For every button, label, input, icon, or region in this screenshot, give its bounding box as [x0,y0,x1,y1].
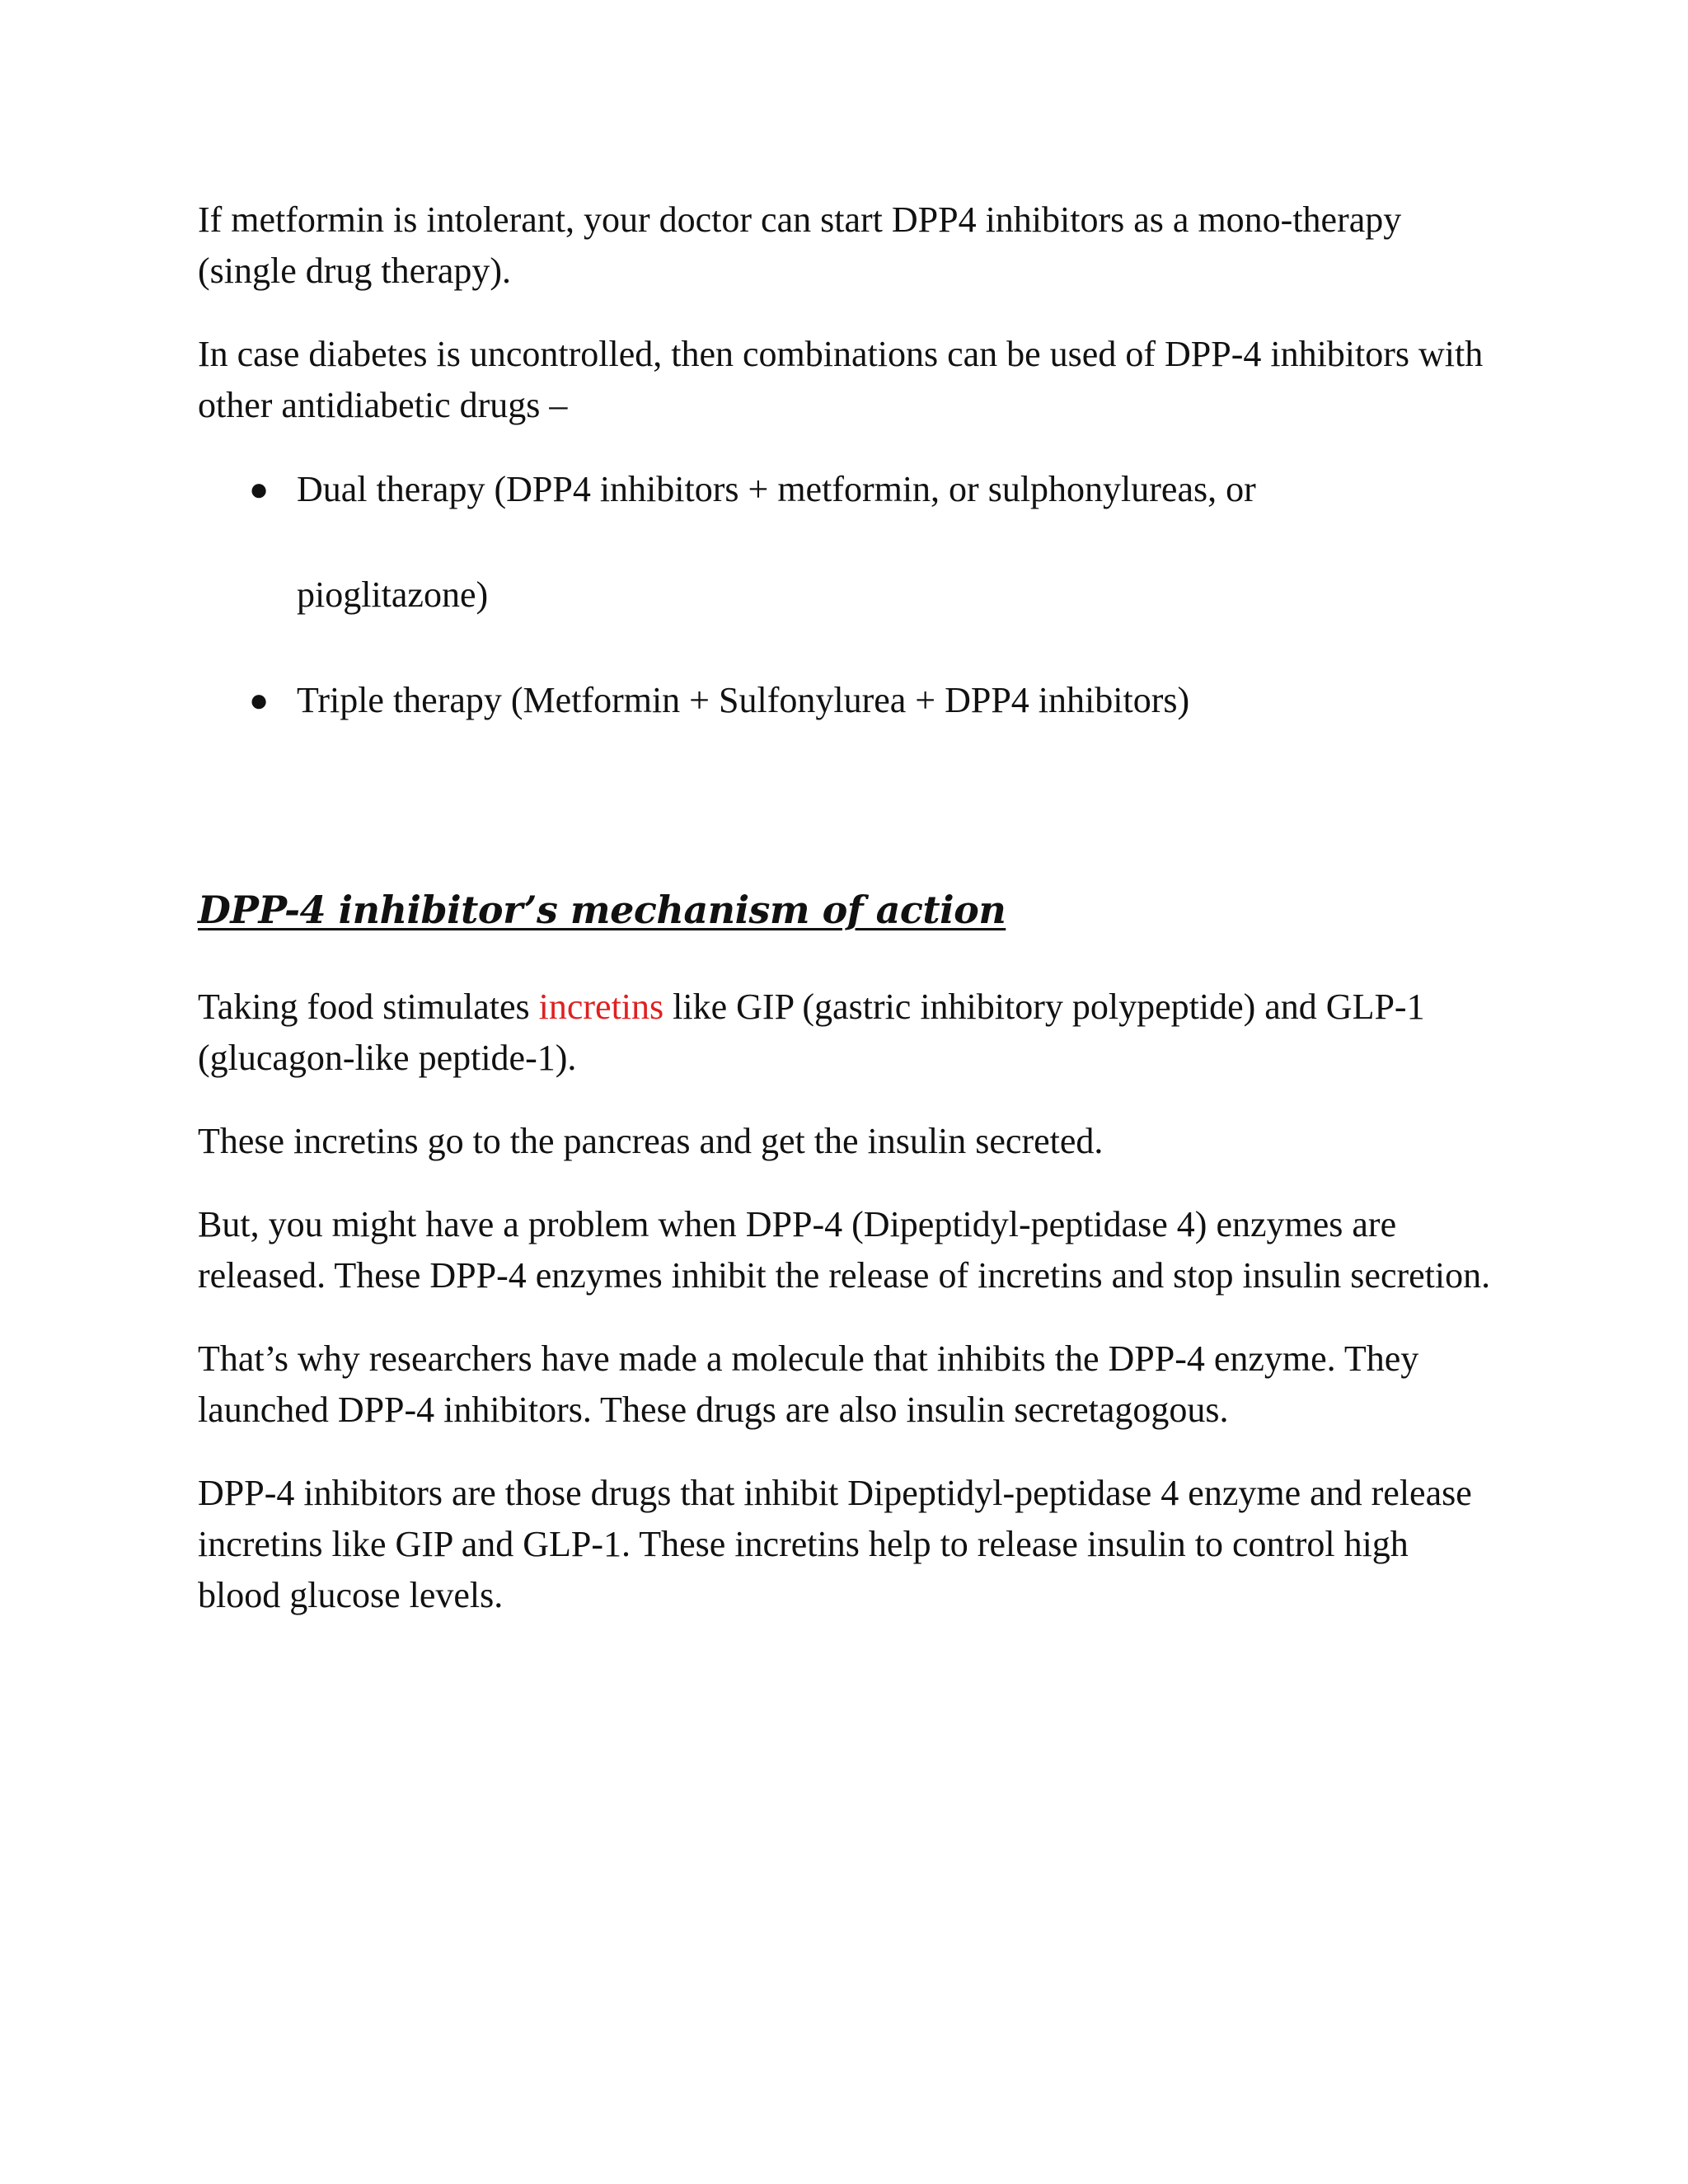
list-item-text-continued: pioglitazone) [297,574,489,615]
list-item-triple-therapy [198,648,1500,753]
list-item-dual-therapy [198,437,1500,648]
paragraph-dpp4-problem: But, you might have a problem when DPP-4 (Dipeptidyl-peptidase 4) enzymes are released. These DPP-4 enzymes inhibit the release of incretins and stop insulin secretion. [198,1204,1491,1296]
paragraph-text: Taking food stimulates [198,987,539,1027]
list-item-text: Triple therapy (Metformin + Sulfonylurea + DPP4 inhibitors) [297,680,1190,720]
paragraph-incretins [198,982,1500,1084]
paragraph-monotherapy: If metformin is intolerant, your doctor can start DPP4 inhibitors as a mono-therapy (single drug therapy). [198,199,1402,291]
document-body [198,194,1500,1653]
list-item-text: Dual therapy (DPP4 inhibitors + metformin, or sulphonylureas, or [297,469,1256,509]
therapy-list [198,437,1500,753]
paragraph-pancreas: These incretins go to the pancreas and get the insulin secreted. [198,1121,1104,1161]
section-heading: DPP-4 inhibitor’s mechanism of action [198,888,1006,932]
paragraph-combinations: In case diabetes is uncontrolled, then combinations can be used of DPP-4 inhibitors with other antidiabetic drugs – [198,334,1484,425]
paragraph-definition: DPP-4 inhibitors are those drugs that inhibit Dipeptidyl-peptidase 4 enzyme and release incretins like GIP and GLP-1. These incretins help to release insulin to control high blood glucose levels. [198,1473,1472,1615]
paragraph-text: like GIP (gastric inhibitory polypeptide) and GLP-1 (glucagon‑like peptide‑1). [198,987,1425,1078]
bullet-icon: ● [249,471,270,508]
incretins-link[interactable]: incretins [538,987,664,1027]
paragraph-researchers: That’s why researchers have made a molecule that inhibits the DPP-4 enzyme. They launched DPP-4 inhibitors. These drugs are also insulin secretagogous. [198,1338,1419,1430]
bullet-icon: ● [249,682,270,719]
